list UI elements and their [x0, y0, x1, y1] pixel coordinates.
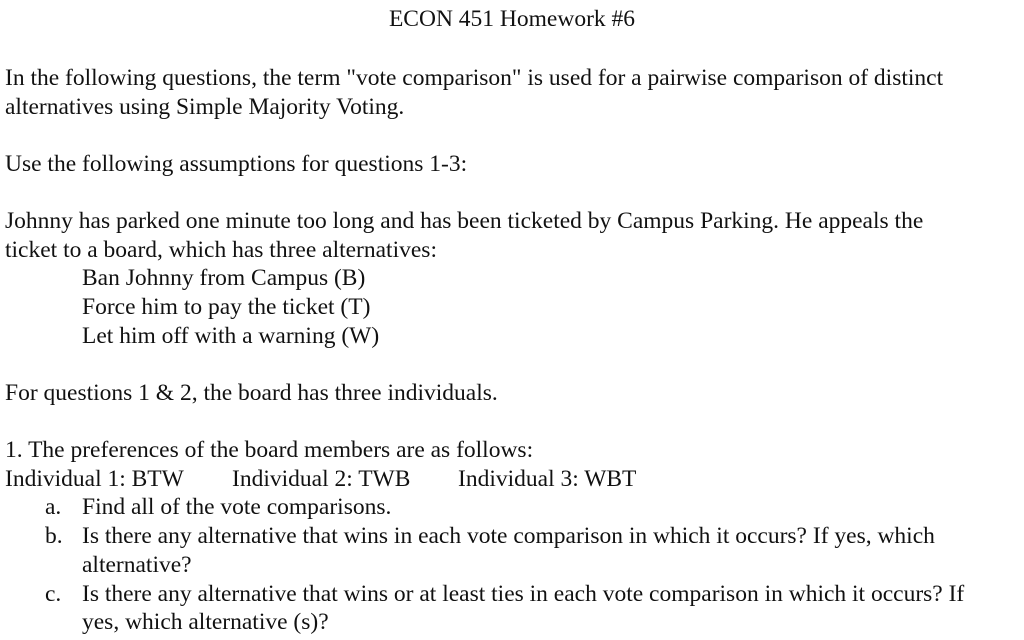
scenario-line-1: Johnny has parked one minute too long and has been ticketed by Campus Parking. He appeals the	[5, 208, 924, 234]
individual-1-preference: Individual 1: BTW	[5, 466, 184, 492]
part-c-marker: c.	[45, 581, 62, 607]
part-c-text-line-2: yes, which alternative (s)?	[82, 609, 329, 635]
part-b-text-line-2: alternative?	[82, 552, 192, 578]
assumptions-line: Use the following assumptions for questions 1-3:	[5, 151, 468, 177]
document-title: ECON 451 Homework #6	[388, 6, 636, 32]
part-c-text-line-1: Is there any alternative that wins or at least ties in each vote comparison in which it occurs? If	[82, 581, 965, 607]
alternative-warning: Let him off with a warning (W)	[82, 323, 380, 349]
alternative-ban: Ban Johnny from Campus (B)	[82, 265, 366, 291]
individual-2-preference: Individual 2: TWB	[232, 466, 411, 492]
question-1-heading: 1. The preferences of the board members are as follows:	[5, 437, 534, 463]
part-a-text: Find all of the vote comparisons.	[82, 494, 392, 520]
scenario-line-2: ticket to a board, which has three alternatives:	[5, 237, 437, 263]
individual-3-preference: Individual 3: WBT	[458, 466, 637, 492]
part-b-marker: b.	[45, 523, 63, 549]
part-a-marker: a.	[45, 494, 62, 520]
alternative-ticket: Force him to pay the ticket (T)	[82, 294, 371, 320]
intro-line-1: In the following questions, the term "vote comparison" is used for a pairwise comparison of distinct	[5, 65, 944, 91]
intro-line-2: alternatives using Simple Majority Voting.	[5, 94, 405, 120]
part-b-text-line-1: Is there any alternative that wins in each vote comparison in which it occurs? If yes, which	[82, 523, 935, 549]
board-line: For questions 1 & 2, the board has three individuals.	[5, 380, 498, 406]
